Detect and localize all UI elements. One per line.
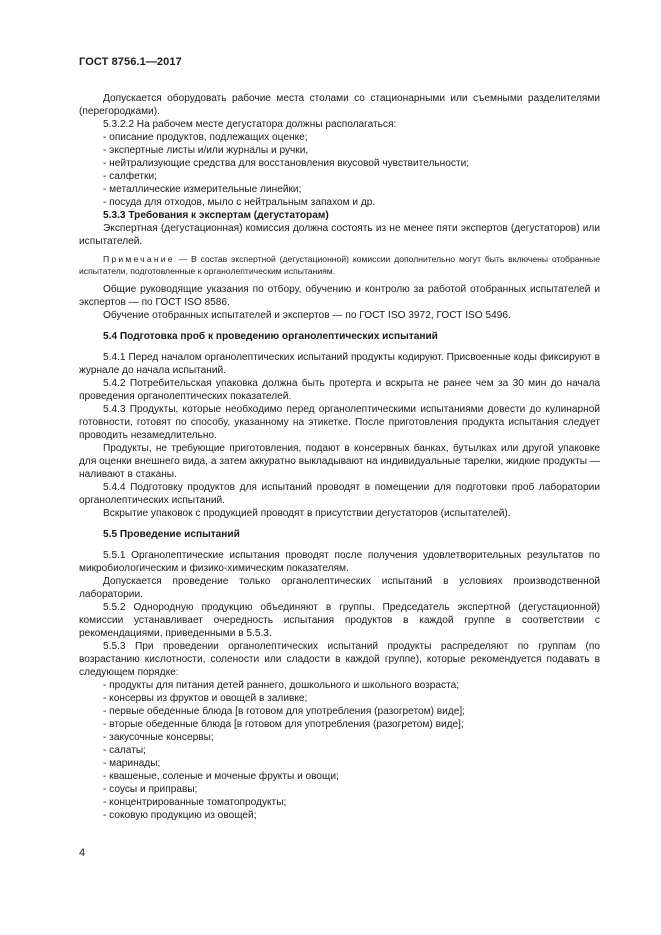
paragraph: 5.5.2 Однородную продукцию объединяют в группы. Председатель экспертной (дегустационной) комиссии устанавливает очередность испытания продуктов в каждой группе в соответствии с рекомендациями, приведенными в 5.5.3. [79,602,600,639]
note [79,254,600,277]
paragraph: Общие руководящие указания по отбору, обучению и контролю за работой отобранных испытателей и экспертов — по ГОСТ ISO 8586. [79,284,600,308]
list-item: - закусочные консервы; [103,732,214,743]
paragraph: 5.4.2 Потребительская упаковка должна быть протерта и вскрыта не ранее чем за 30 мин до начала проведения органолептических показателей. [79,378,600,402]
section-heading-5-4: 5.4 Подготовка проб к проведению органолептических испытаний [103,331,438,342]
document-body [79,92,600,822]
paragraph: 5.4.4 Подготовку продуктов для испытаний проводят в помещении для подготовки проб лаборатории органолептических испытаний. [79,482,600,506]
list-item: - салаты; [103,745,146,756]
section-heading-5-5: 5.5 Проведение испытаний [103,529,240,540]
note-text: — В состав экспертной (дегустационной) комиссии дополнительно могут быть включены отобранные испытатели, подготовленные к органолептическим испытаниям. [79,254,600,276]
document-header: ГОСТ 8756.1—2017 [79,56,182,68]
paragraph: 5.5.1 Органолептические испытания проводят после получения удовлетворительных результатов по микробиологическим и физико-химическим показателям. [79,550,600,574]
page-number: 4 [79,847,86,859]
list-item: - маринады; [103,758,161,769]
paragraph: 5.4.1 Перед началом органолептических испытаний продукты кодируют. Присвоенные коды фиксируют в журнале до начала испытаний. [79,352,600,376]
list-item: - металлические измерительные линейки; [103,184,302,195]
list-item: - салфетки; [103,171,157,182]
list-item: - первые обеденные блюда [в готовом для употребления (разогретом) виде]; [103,706,465,717]
list-item: - квашеные, соленые и моченые фрукты и овощи; [103,771,339,782]
list-item: - вторые обеденные блюда [в готовом для употребления (разогретом) виде]; [103,719,464,730]
list-item: - соусы и приправы; [103,784,198,795]
list-item: - концентрированные томатопродукты; [103,797,287,808]
list-item: - продукты для питания детей раннего, дошкольного и школьного возраста; [103,680,460,691]
paragraph: 5.3.2.2 На рабочем месте дегустатора должны располагаться: [103,119,397,130]
section-heading-5-3-3: 5.3.3 Требования к экспертам (дегустаторам) [103,210,329,221]
paragraph: Экспертная (дегустационная) комиссия должна состоять из не менее пяти экспертов (дегустаторов) или испытателей. [79,223,600,247]
list-item: - экспертные листы и/или журналы и ручки, [103,145,309,156]
list-item: - описание продуктов, подлежащих оценке; [103,132,308,143]
paragraph: 5.4.3 Продукты, которые необходимо перед органолептическими испытаниями довести до кулинарной готовности, готовят по способу, указанному на этикетке. После приготовления продукта испытания следует проводить незамедлительно. [79,404,600,441]
paragraph: Обучение отобранных испытателей и экспертов — по ГОСТ ISO 3972, ГОСТ ISO 5496. [103,310,511,321]
paragraph: Допускается проведение только органолептических испытаний в условиях производственной лаборатории. [79,576,600,600]
list-item: - соковую продукцию из овощей; [103,810,257,821]
list-item: - нейтрализующие средства для восстановления вкусовой чувствительности; [103,158,470,169]
list-item: - посуда для отходов, мыло с нейтральным запахом и др. [103,197,376,208]
list-item: - консервы из фруктов и овощей в заливке; [103,693,308,704]
note-label: Примечание [103,254,175,264]
paragraph: 5.5.3 При проведении органолептических испытаний продукты распределяют по группам (по возрастанию кислотности, солености или сладости в каждой группе), которые рекомендуется подавать в следующем порядке: [79,641,600,678]
paragraph: Продукты, не требующие приготовления, подают в консервных банках, бутылках или другой упаковке для оценки внешнего вида, а затем аккуратно выкладывают на индивидуальные тарелки, жидкие продукты — наливают в стаканы. [79,443,600,480]
paragraph: Допускается оборудовать рабочие места столами со стационарными или съемными разделителями (перегородками). [79,93,600,117]
paragraph: Вскрытие упаковок с продукцией проводят в присутствии дегустаторов (испытателей). [103,508,511,519]
